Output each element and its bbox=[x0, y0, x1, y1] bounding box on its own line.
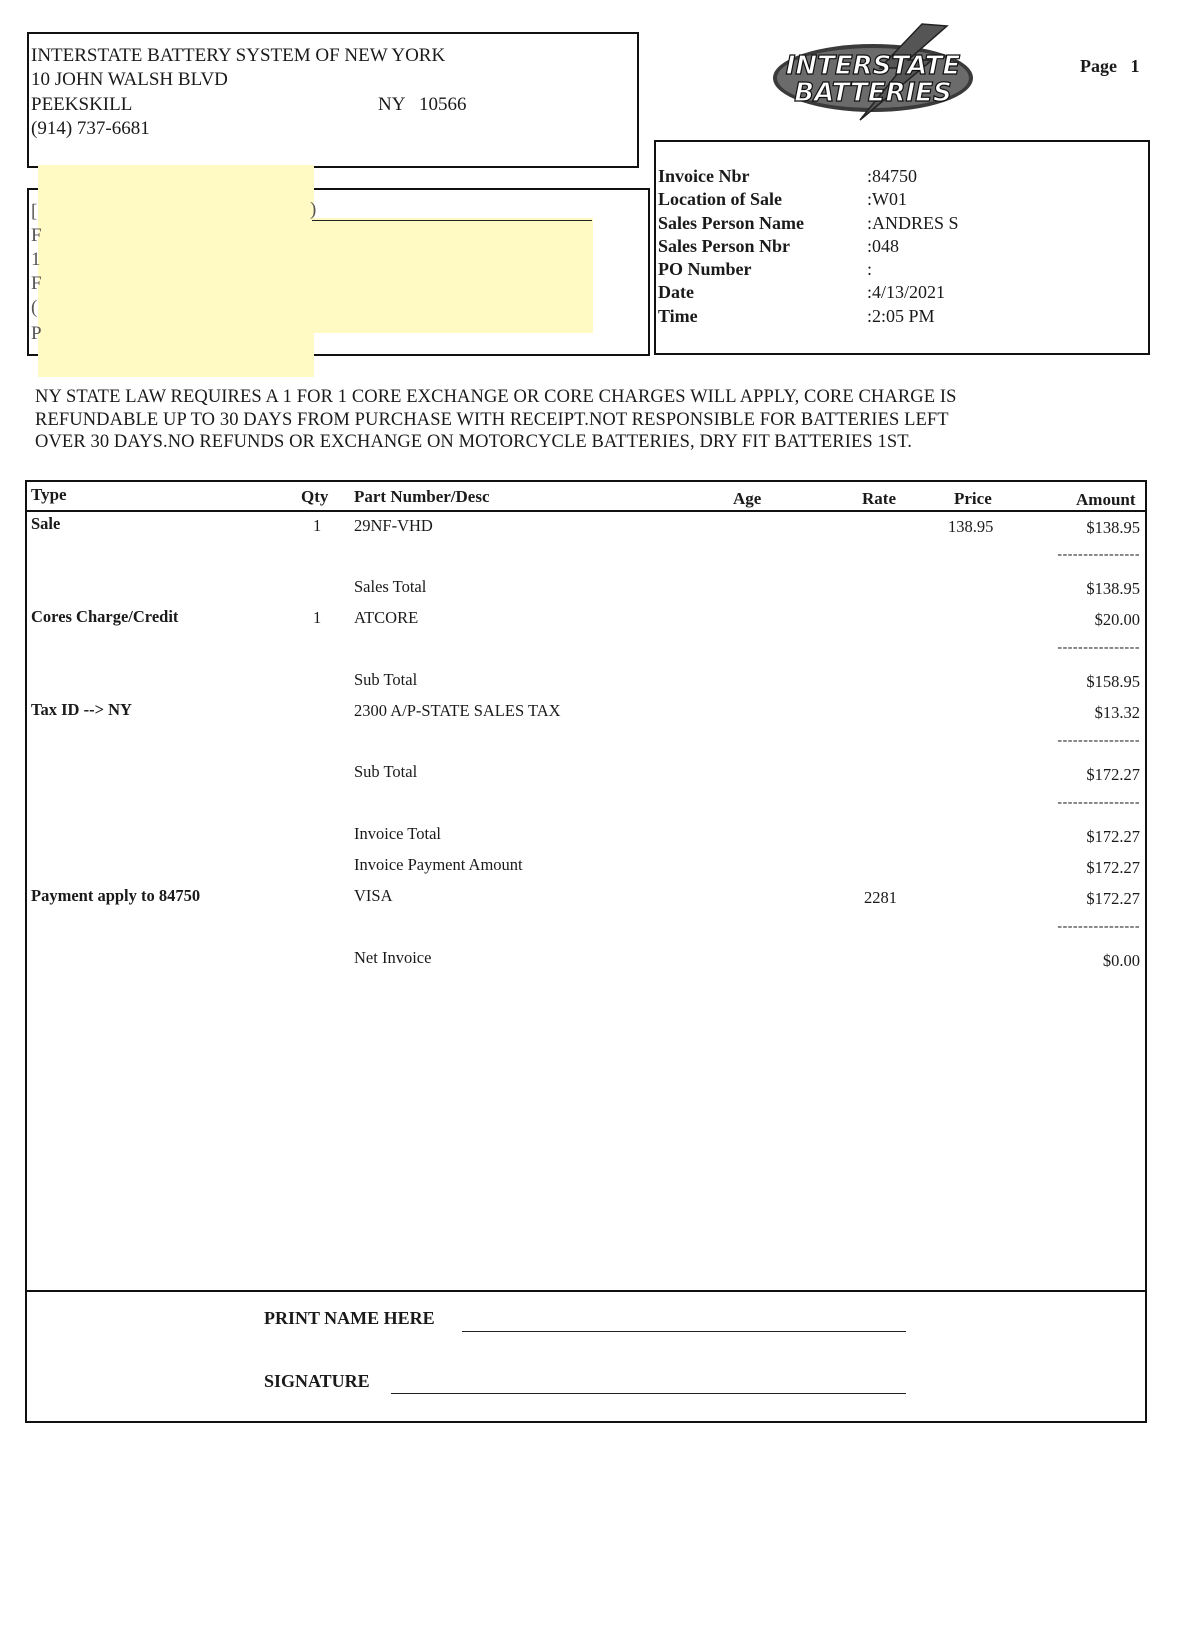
header-part: Part Number/Desc bbox=[354, 487, 490, 506]
row-type: Sale bbox=[31, 514, 61, 533]
law-notice-line: REFUNDABLE UP TO 30 DAYS FROM PURCHASE WITH RECEIPT.NOT RESPONSIBLE FOR BATTERIES LEFT bbox=[35, 409, 949, 430]
vendor-street: 10 JOHN WALSH BLVD bbox=[31, 69, 228, 90]
po-number-value: : bbox=[867, 259, 873, 280]
salesperson-nbr-label: Sales Person Nbr bbox=[658, 235, 790, 256]
invoice-info-row bbox=[658, 259, 1138, 282]
row-amount: $138.95 bbox=[1086, 518, 1140, 537]
time-label: Time bbox=[658, 305, 698, 326]
customer-fragment: F bbox=[31, 225, 42, 246]
row-amount: $0.00 bbox=[1102, 951, 1140, 970]
customer-fragment: ) bbox=[310, 199, 317, 220]
row-desc: Net Invoice bbox=[354, 948, 432, 967]
customer-fragment: 1 bbox=[31, 249, 41, 270]
row-desc: VISA bbox=[354, 886, 393, 905]
row-amount: $172.27 bbox=[1086, 889, 1140, 908]
row-qty: 1 bbox=[313, 608, 322, 627]
signature-line[interactable] bbox=[391, 1393, 906, 1394]
amount-rule: ---------------- bbox=[1057, 919, 1140, 934]
row-type: Payment apply to 84750 bbox=[31, 886, 201, 905]
amount-rule: ---------------- bbox=[1057, 795, 1140, 810]
vendor-state-zip: NY 10566 bbox=[378, 94, 467, 115]
invoice-nbr-value: :84750 bbox=[867, 166, 918, 186]
row-rate: 2281 bbox=[864, 888, 897, 907]
invoice-info-row bbox=[658, 282, 1138, 305]
salesperson-name-value: :ANDRES S bbox=[867, 212, 959, 233]
invoice-info-row bbox=[658, 306, 1138, 329]
po-number-label: PO Number bbox=[658, 259, 752, 280]
header-type: Type bbox=[31, 485, 67, 504]
location-label: Location of Sale bbox=[658, 189, 782, 210]
time-value: :2:05 PM bbox=[867, 305, 935, 326]
salesperson-name-label: Sales Person Name bbox=[658, 212, 804, 233]
row-desc: Sub Total bbox=[354, 762, 418, 781]
header-qty: Qty bbox=[301, 487, 329, 506]
customer-fragment: P bbox=[31, 323, 42, 344]
row-amount: $20.00 bbox=[1094, 610, 1140, 629]
print-name-line[interactable] bbox=[462, 1331, 906, 1332]
header-price: Price bbox=[954, 489, 992, 508]
date-value: :4/13/2021 bbox=[867, 282, 946, 303]
invoice-info-row bbox=[658, 189, 1138, 212]
interstate-batteries-logo bbox=[762, 22, 984, 122]
vendor-city: PEEKSKILL bbox=[31, 94, 133, 115]
row-desc: Sub Total bbox=[354, 670, 418, 689]
header-age: Age bbox=[733, 489, 762, 508]
invoice-info-row bbox=[658, 213, 1138, 236]
amount-rule: ---------------- bbox=[1057, 640, 1140, 655]
customer-fragment: ( bbox=[31, 297, 38, 318]
law-notice bbox=[35, 386, 1145, 454]
customer-fragment: F bbox=[31, 273, 42, 294]
invoice-info-row bbox=[658, 236, 1138, 259]
page-label: Page 1 bbox=[1080, 56, 1140, 76]
date-label: Date bbox=[658, 282, 694, 303]
redaction-strike-line bbox=[312, 220, 592, 221]
invoice-nbr-label: Invoice Nbr bbox=[658, 166, 750, 186]
row-desc: Sales Total bbox=[354, 577, 427, 596]
row-price: 138.95 bbox=[948, 517, 994, 536]
footer-divider bbox=[25, 1290, 1147, 1292]
vendor-name: INTERSTATE BATTERY SYSTEM OF NEW YORK bbox=[31, 45, 446, 66]
header-rate: Rate bbox=[862, 489, 896, 508]
location-value: :W01 bbox=[867, 189, 907, 210]
row-type: Tax ID --> NY bbox=[31, 700, 132, 719]
redaction-highlight-left bbox=[38, 165, 317, 377]
row-amount: $138.95 bbox=[1086, 579, 1140, 598]
invoice-info-row bbox=[658, 166, 1138, 189]
row-amount: $13.32 bbox=[1094, 703, 1140, 722]
print-name-label: PRINT NAME HERE bbox=[264, 1308, 435, 1328]
law-notice-line: NY STATE LAW REQUIRES A 1 FOR 1 CORE EXCHANGE OR CORE CHARGES WILL APPLY, CORE CHARGE IS bbox=[35, 387, 957, 407]
row-desc: 2300 A/P-STATE SALES TAX bbox=[354, 701, 561, 720]
amount-rule: ---------------- bbox=[1057, 733, 1140, 748]
law-notice-line: OVER 30 DAYS.NO REFUNDS OR EXCHANGE ON MOTORCYCLE BATTERIES, DRY FIT BATTERIES 1ST. bbox=[35, 432, 913, 452]
salesperson-nbr-value: :048 bbox=[867, 235, 900, 256]
row-qty: 1 bbox=[313, 516, 322, 535]
amount-rule: ---------------- bbox=[1057, 547, 1140, 562]
row-amount: $172.27 bbox=[1086, 858, 1140, 877]
invoice-info-list bbox=[658, 166, 1138, 329]
table-header-rule bbox=[25, 510, 1147, 512]
row-amount: $172.27 bbox=[1086, 765, 1140, 784]
logo-line1: INTERSTATE bbox=[785, 51, 961, 81]
line-items-box bbox=[25, 480, 1147, 1423]
row-amount: $172.27 bbox=[1086, 827, 1140, 846]
row-desc: Invoice Total bbox=[354, 824, 441, 843]
logo-graphic bbox=[762, 22, 984, 122]
row-type: Cores Charge/Credit bbox=[31, 607, 179, 626]
row-desc: 29NF-VHD bbox=[354, 516, 433, 535]
customer-fragment: [ bbox=[31, 201, 38, 222]
vendor-phone: (914) 737-6681 bbox=[31, 118, 150, 139]
row-desc: Invoice Payment Amount bbox=[354, 855, 523, 874]
header-amount: Amount bbox=[1076, 490, 1136, 509]
redaction-highlight-right bbox=[312, 218, 593, 333]
logo-line2: BATTERIES bbox=[794, 78, 952, 108]
row-amount: $158.95 bbox=[1086, 672, 1140, 691]
row-desc: ATCORE bbox=[354, 608, 419, 627]
signature-label: SIGNATURE bbox=[264, 1371, 370, 1391]
